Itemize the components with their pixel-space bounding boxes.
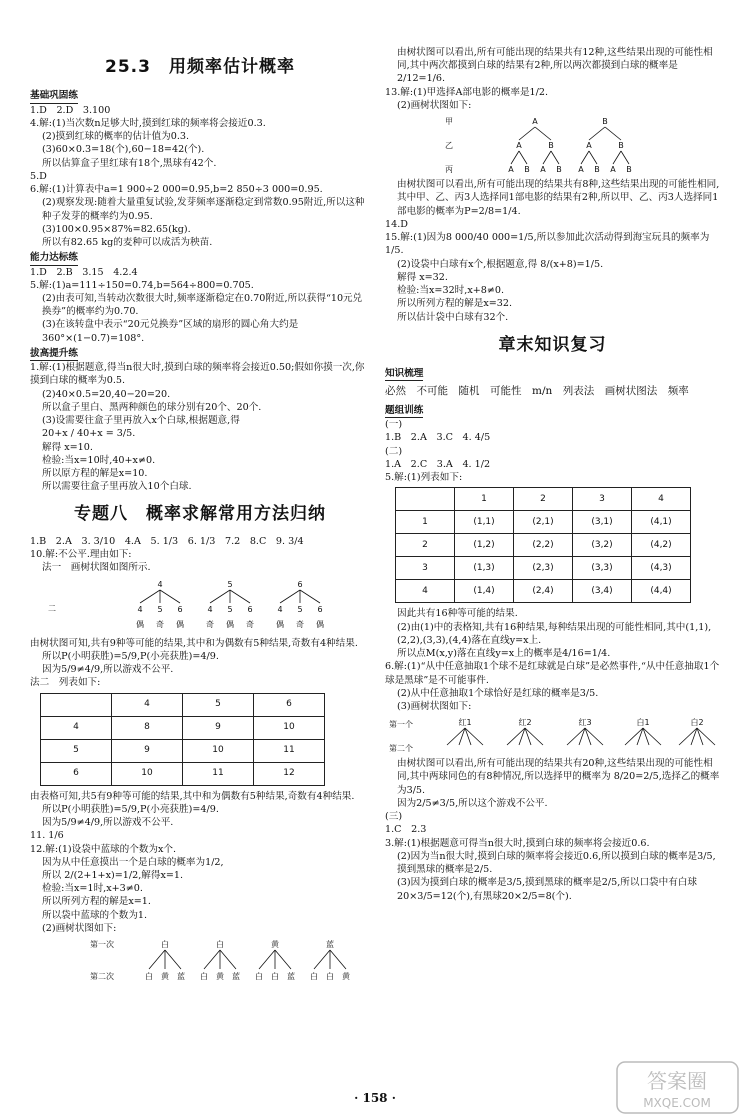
sum-table: [40, 693, 325, 786]
tree-node: 4: [137, 604, 143, 614]
tree-node: 红2: [518, 718, 532, 728]
tree-node: 奇: [296, 619, 304, 629]
knowledge-answers: 必然 不可能 随机 可能性 m/n 列表法 画树状图法 频率: [385, 385, 689, 398]
tree-node: 白2: [690, 718, 704, 728]
tree-branch: [519, 151, 527, 164]
ability-answers: [30, 266, 370, 345]
tree-branch: [300, 590, 320, 603]
table-row: [396, 511, 691, 534]
topic-answers: [30, 535, 370, 575]
table-cell: 8: [112, 716, 183, 739]
table-cell: (2,1): [514, 511, 573, 534]
tree-branch: [605, 127, 621, 140]
tree-branch: [589, 151, 597, 164]
tree-node: 白1: [636, 718, 650, 728]
tree-row-label: 丙: [445, 165, 453, 175]
table-cell: 2: [396, 534, 455, 557]
answer-line: 由树状图可以看出,所有可能出现的结果共有20种,这些结果出现的可能性相同,其中两球同色的有8种情况,所以选择甲的概率为 8/20=2/5,选择乙的概率为3/5.: [397, 758, 720, 796]
table-cell: 9: [112, 739, 183, 762]
method-two-result: [30, 790, 370, 936]
right-answers-top: [385, 46, 720, 112]
tree-row-label: 第一次: [90, 940, 114, 950]
table-cell: [396, 488, 455, 511]
table-cell: (2,4): [514, 580, 573, 603]
method-one-result: [30, 637, 370, 690]
answer-line: (2)从中任意抽取1个球恰好是红球的概率是3/5.: [397, 687, 599, 699]
tree-branch: [160, 590, 180, 603]
basic-answers: [30, 104, 370, 250]
tree-branch: [149, 950, 165, 969]
tree-node: 4: [157, 579, 163, 589]
subsection-advanced: 拔高提升练: [30, 347, 78, 361]
answer-line: 1.B 2.A 3.C 4. 4/5: [385, 432, 491, 444]
answer-line: 所以估算盒子里红球有18个,黑球有42个.: [42, 157, 217, 169]
answer-line: 检验:当x=10时,40+x≠0.: [42, 454, 156, 466]
answer-line: 法二 列表如下:: [30, 677, 101, 689]
tree-branch: [259, 950, 275, 969]
table-cell: 10: [183, 739, 254, 762]
answer-line: 所以 2/(2+1+x)=1/2,解得x=1.: [42, 869, 184, 881]
tree-node: 奇: [156, 619, 164, 629]
tree-row-label: 二: [48, 603, 56, 613]
tree-node: 奇: [246, 619, 254, 629]
answer-line: 20+x / 40+x = 3/5.: [42, 428, 136, 440]
table-cell: 6: [254, 693, 325, 716]
tree-row-label: 第二个: [389, 744, 413, 754]
table-row: [396, 557, 691, 580]
tree-branch: [230, 590, 250, 603]
tree-branch: [280, 590, 300, 603]
answer-line: 14.D: [385, 218, 408, 230]
answer-line: 3.解:(1)根据题意可得当n很大时,摸到白球的频率将会接近0.6.: [385, 837, 650, 849]
table-cell: (1,1): [455, 511, 514, 534]
answer-line: 由树状图可知,共有9种等可能的结果,其中和为偶数有5种结果,奇数有4种结果.: [30, 637, 358, 649]
tree-node: B: [524, 165, 530, 175]
tree-node: 4: [207, 604, 213, 614]
advanced-answers: [30, 361, 370, 493]
tree-node: 偶: [316, 619, 324, 629]
tree-diagram-colors: [385, 715, 720, 755]
tree-node: B: [626, 165, 632, 175]
tree-row-label: 第一个: [389, 720, 413, 730]
table-cell: 5: [41, 739, 112, 762]
table-row: [41, 693, 325, 716]
table-cell: (1,3): [455, 557, 514, 580]
table-cell: 4: [396, 580, 455, 603]
answer-line: 因为5/9≠4/9,所以游戏不公平.: [42, 664, 174, 676]
right-answers-mid: [385, 178, 720, 324]
answer-line: 1.B 2.A 3. 3/10 4.A 5. 1/3 6. 1/3 7.2 8.C 9. 3/4: [30, 535, 304, 547]
tree-node: 偶: [176, 619, 184, 629]
table-row: [41, 716, 325, 739]
table-cell: (4,2): [632, 534, 691, 557]
table-cell: 9: [183, 716, 254, 739]
right-answers-bottom: [385, 757, 720, 903]
table-cell: 4: [632, 488, 691, 511]
tree-node: 6: [247, 604, 253, 614]
tree-node: B: [602, 117, 608, 127]
answer-line: 1.A 2.C 3.A 4. 1/2: [385, 458, 491, 470]
answer-line: 因为5/9≠4/9,所以游戏不公平.: [42, 817, 174, 829]
table-cell: 12: [254, 762, 325, 785]
answer-line: 所以估计袋中白球有32个.: [397, 311, 509, 323]
tree-branch: [519, 127, 535, 140]
tree-node: 偶: [276, 619, 284, 629]
table-row: [396, 488, 691, 511]
tree-node: 偶: [226, 619, 234, 629]
table-cell: 1: [455, 488, 514, 511]
tree-branch: [551, 151, 559, 164]
answer-line: 所以原方程的解是x=10.: [42, 468, 148, 480]
table-cell: 11: [183, 762, 254, 785]
chapter-review-title: 章末知识复习: [498, 334, 607, 355]
tree-node: 偶: [136, 619, 144, 629]
answer-line: 由树状图可以看出,所有可能出现的结果共有12种,这些结果出现的可能性相同,其中两次都摸到白球的结果有2种,所以两次都摸到白球的概率是 2/12=1/6.: [397, 47, 713, 85]
answer-line: 12.解:(1)设袋中蓝球的个数为x个.: [30, 843, 177, 855]
answer-line: 5.解:(1)a=111÷150=0.74,b=564÷800=0.705.: [30, 279, 254, 291]
answer-line: 6.解:(1)“从中任意抽取1个球不是红球就是白球”是必然事件,“从中任意抽取1个球是黑球”是不可能事件.: [385, 661, 720, 686]
answer-line: 6.解:(1)计算表中a=1 900÷2 000=0.95,b=2 850÷3 000=0.95.: [30, 184, 323, 196]
tree-node: 白: [200, 972, 208, 982]
tree-branch: [314, 950, 330, 969]
table-cell: (4,1): [632, 511, 691, 534]
table-cell: 3: [573, 488, 632, 511]
right-answers-lower: [385, 607, 720, 713]
coordinate-table: [395, 487, 691, 603]
group-label: (二): [385, 445, 403, 457]
answer-line: 4.解:(1)当次数n足够大时,摸到红球的频率将会接近0.3.: [30, 117, 266, 129]
tree-node: 黄: [216, 972, 224, 982]
page-number: · 158 ·: [354, 1091, 396, 1105]
tree-node: A: [586, 141, 592, 151]
answer-line: (2)观察发现:随着大量重复试验,发芽频率逐渐稳定到常数0.95附近,所以这种种子发芽的概率约为0.95.: [42, 197, 365, 222]
answer-line: 所以需要往盒子里再放入10个白球.: [42, 481, 192, 493]
answer-line: 所以P(小明获胜)=5/9,P(小亮获胜)=4/9.: [42, 650, 219, 662]
tree-row-label: 第二次: [90, 972, 114, 982]
answer-line: 因为2/5≠3/5,所以这个游戏不公平.: [397, 797, 548, 809]
tree-branch: [204, 950, 220, 969]
table-cell: [41, 693, 112, 716]
tree-branch: [220, 950, 236, 969]
topic-title: 专题八 概率求解常用方法归纳: [74, 504, 326, 525]
tree-node: A: [540, 165, 546, 175]
table-cell: 3: [396, 557, 455, 580]
table-cell: 4: [112, 693, 183, 716]
answer-line: 15.解:(1)因为8 000/40 000=1/5,所以参加此次活动得到海宝玩具的频率为1/5.: [385, 232, 710, 257]
tree-node: 蓝: [326, 940, 334, 950]
tree-node: 5: [297, 604, 303, 614]
answer-line: 1.解:(1)根据题意,得当n很大时,摸到白球的频率将会接近0.50;假如你摸一次,你摸到白球的概率为0.5.: [30, 362, 365, 387]
tree-branch: [140, 590, 160, 603]
answer-line: (2)由(1)中的表格知,共有16种结果,每种结果出现的可能性相同,其中(1,1),(2,2),(3,3),(4,4)落在直线y=x上.: [397, 621, 712, 646]
tree-node: 白: [216, 940, 224, 950]
tree-branch: [543, 151, 551, 164]
table-cell: 1: [396, 511, 455, 534]
table-cell: (1,2): [455, 534, 514, 557]
tree-node: 6: [177, 604, 183, 614]
answer-line: 所以所列方程的解是x=1.: [42, 896, 151, 908]
tree-branch: [165, 950, 181, 969]
tree-branch: [275, 950, 291, 969]
tree-node: 6: [317, 604, 323, 614]
answer-line: (2)设袋中白球有x个,根据题意,得 8/(x+8)=1/5.: [397, 258, 604, 270]
tree-branch: [613, 151, 621, 164]
tree-branch: [621, 151, 629, 164]
answer-line: (2)40×0.5=20,40−20=20.: [42, 388, 171, 400]
answer-line: 所以袋中蓝球的个数为1.: [42, 909, 148, 921]
tree-node: 白: [145, 972, 153, 982]
answer-line: 解得 x=32.: [397, 271, 448, 283]
tree-diagram-movies: [385, 114, 720, 176]
answer-line: 因为从中任意摸出一个是白球的概率为1/2,: [42, 856, 224, 868]
table-cell: (4,3): [632, 557, 691, 580]
tree-node: A: [508, 165, 514, 175]
answer-line: 因此共有16种等可能的结果.: [397, 608, 518, 620]
watermark-url: MXQE.COM: [643, 1096, 711, 1110]
subsection-basic: 基础巩固练: [30, 89, 78, 103]
tree-node: 蓝: [287, 972, 295, 982]
tree-node: 黄: [161, 972, 169, 982]
answer-line: 所以有82.65 kg的麦种可以成活为秧苗.: [42, 237, 213, 249]
table-row: [396, 580, 691, 603]
table-cell: 10: [254, 716, 325, 739]
table-cell: (3,4): [573, 580, 632, 603]
tree-branch: [589, 127, 605, 140]
tree-node: 白: [161, 940, 169, 950]
tree-node: B: [556, 165, 562, 175]
answer-line: (3)100×0.95×87%=82.65(kg).: [42, 223, 191, 235]
table-cell: (1,4): [455, 580, 514, 603]
tree-diagram-balls: [30, 937, 370, 983]
answer-line: (3)画树状图如下:: [397, 700, 472, 712]
answer-line: (2)画树状图如下:: [397, 99, 472, 111]
tree-node: 蓝: [177, 972, 185, 982]
answer-line: 5.D: [30, 170, 47, 182]
answer-line: (2)画树状图如下:: [42, 922, 117, 934]
answer-line: 1.D 2.B 3.15 4.2.4: [30, 266, 138, 278]
table-cell: (3,1): [573, 511, 632, 534]
tree-node: 白: [255, 972, 263, 982]
answer-line: 13.解:(1)甲选择A部电影的概率是1/2.: [385, 86, 549, 98]
tree-branch: [535, 127, 551, 140]
table-cell: 10: [112, 762, 183, 785]
table-cell: 4: [41, 716, 112, 739]
answer-line: 11. 1/6: [30, 830, 64, 842]
tree-node: A: [610, 165, 616, 175]
answer-line: 所以P(小明获胜)=5/9,P(小亮获胜)=4/9.: [42, 803, 219, 815]
answer-line: 所以点M(x,y)落在直线y=x上的概率是4/16=1/4.: [397, 648, 611, 660]
answer-line: (2)因为当n很大时,摸到白球的频率将会接近0.6,所以摸到白球的概率是3/5,摸到黑球的概率是2/5.: [397, 850, 716, 876]
tree-node: A: [516, 141, 522, 151]
table-row: [41, 762, 325, 785]
answer-line: 5.解:(1)列表如下:: [385, 472, 463, 484]
tree-branch: [210, 590, 230, 603]
table-row: [396, 534, 691, 557]
table-cell: (2,3): [514, 557, 573, 580]
left-column: [30, 46, 370, 985]
answer-line: 由表格可知,共5有9种等可能的结果,其中和为偶数有5种结果,奇数有4种结果.: [30, 790, 355, 802]
watermark-logo: [615, 1060, 740, 1115]
answer-line: 检验:当x=1时,x+3≠0.: [42, 883, 143, 895]
group-label: (一): [385, 419, 403, 431]
tree-row-label: 乙: [445, 141, 453, 151]
answer-line: 10.解:不公平.理由如下:: [30, 549, 132, 561]
tree-node: 4: [277, 604, 283, 614]
answer-line: (3)因为摸到白球的概率是3/5,摸到黑球的概率是2/5,所以口袋中有白球20×3/5=12(个),有黑球20×2/5=8(个).: [397, 877, 698, 902]
tree-node: 白: [310, 972, 318, 982]
tree-node: 白: [326, 972, 334, 982]
tree-node: B: [594, 165, 600, 175]
answer-line: (2)摸到红球的概率的估计值为0.3.: [42, 131, 190, 143]
answer-line: 由树状图可以看出,所有可能出现的结果共有8种,这些结果出现的可能性相同,其中甲、乙、丙3人选择同1部电影的结果有2种,所以甲、乙、丙3人选择同1部电影的概率为P=2/8=1/4.: [397, 179, 720, 217]
tree-node: 5: [227, 604, 233, 614]
answer-line: 检验:当x=32时,x+8≠0.: [397, 285, 505, 297]
tree-node: 5: [157, 604, 163, 614]
subsection-ability: 能力达标练: [30, 251, 78, 265]
tree-node: A: [532, 117, 538, 127]
tree-node: 黄: [271, 940, 279, 950]
table-cell: 2: [514, 488, 573, 511]
answer-line: 法一 画树状图如图所示.: [42, 562, 151, 574]
tree-node: 5: [227, 579, 233, 589]
table-cell: 11: [254, 739, 325, 762]
subsection-knowledge: 知识梳理: [385, 367, 423, 381]
watermark-text: 答案圈: [647, 1069, 707, 1093]
answer-line: 解得 x=10.: [42, 441, 93, 453]
tree-node: 白: [271, 972, 279, 982]
answer-line: 所以盒子里白、黑两种颜色的球分别有20个、20个.: [42, 401, 262, 413]
answer-line: 1.C 2.3: [385, 824, 427, 836]
tree-branch: [581, 151, 589, 164]
answer-line: (2)由表可知,当转动次数很大时,频率逐渐稳定在0.70附近,所以获得“10元兑换券”的概率约为0.70.: [42, 292, 363, 318]
answer-line: 所以所列方程的解是x=32.: [397, 298, 513, 310]
table-cell: (3,2): [573, 534, 632, 557]
tree-node: B: [618, 141, 624, 151]
tree-node: 6: [297, 579, 303, 589]
table-cell: (3,3): [573, 557, 632, 580]
answer-line: (三): [385, 811, 403, 823]
tree-node: 黄: [342, 972, 350, 982]
table-row: [41, 739, 325, 762]
tree-node: 红1: [458, 718, 472, 728]
subsection-exercise: 题组训练: [385, 404, 423, 418]
answer-line: (3)60×0.3=18(个),60−18=42(个).: [42, 144, 205, 156]
tree-node: 奇: [206, 619, 214, 629]
table-cell: 6: [41, 762, 112, 785]
section-title: 25.3 用频率估计概率: [105, 57, 295, 77]
answer-line: 1.D 2.D 3.100: [30, 104, 111, 116]
table-cell: (2,2): [514, 534, 573, 557]
tree-branch: [511, 151, 519, 164]
tree-node: B: [548, 141, 554, 151]
tree-node: 红3: [578, 718, 592, 728]
tree-node: A: [578, 165, 584, 175]
answer-line: (3)在该转盘中表示“20元兑换券”区域的扇形的圆心角大约是360°×(1−0.7)=108°.: [42, 319, 299, 344]
tree-branch: [330, 950, 346, 969]
table-cell: (4,4): [632, 580, 691, 603]
tree-row-label: 甲: [445, 117, 453, 127]
right-column: [385, 46, 720, 903]
answer-line: (3)设需要往盒子里再放入x个白球,根据题意,得: [42, 415, 240, 427]
tree-diagram-sum: [30, 577, 370, 635]
tree-node: 蓝: [232, 972, 240, 982]
table-cell: 5: [183, 693, 254, 716]
